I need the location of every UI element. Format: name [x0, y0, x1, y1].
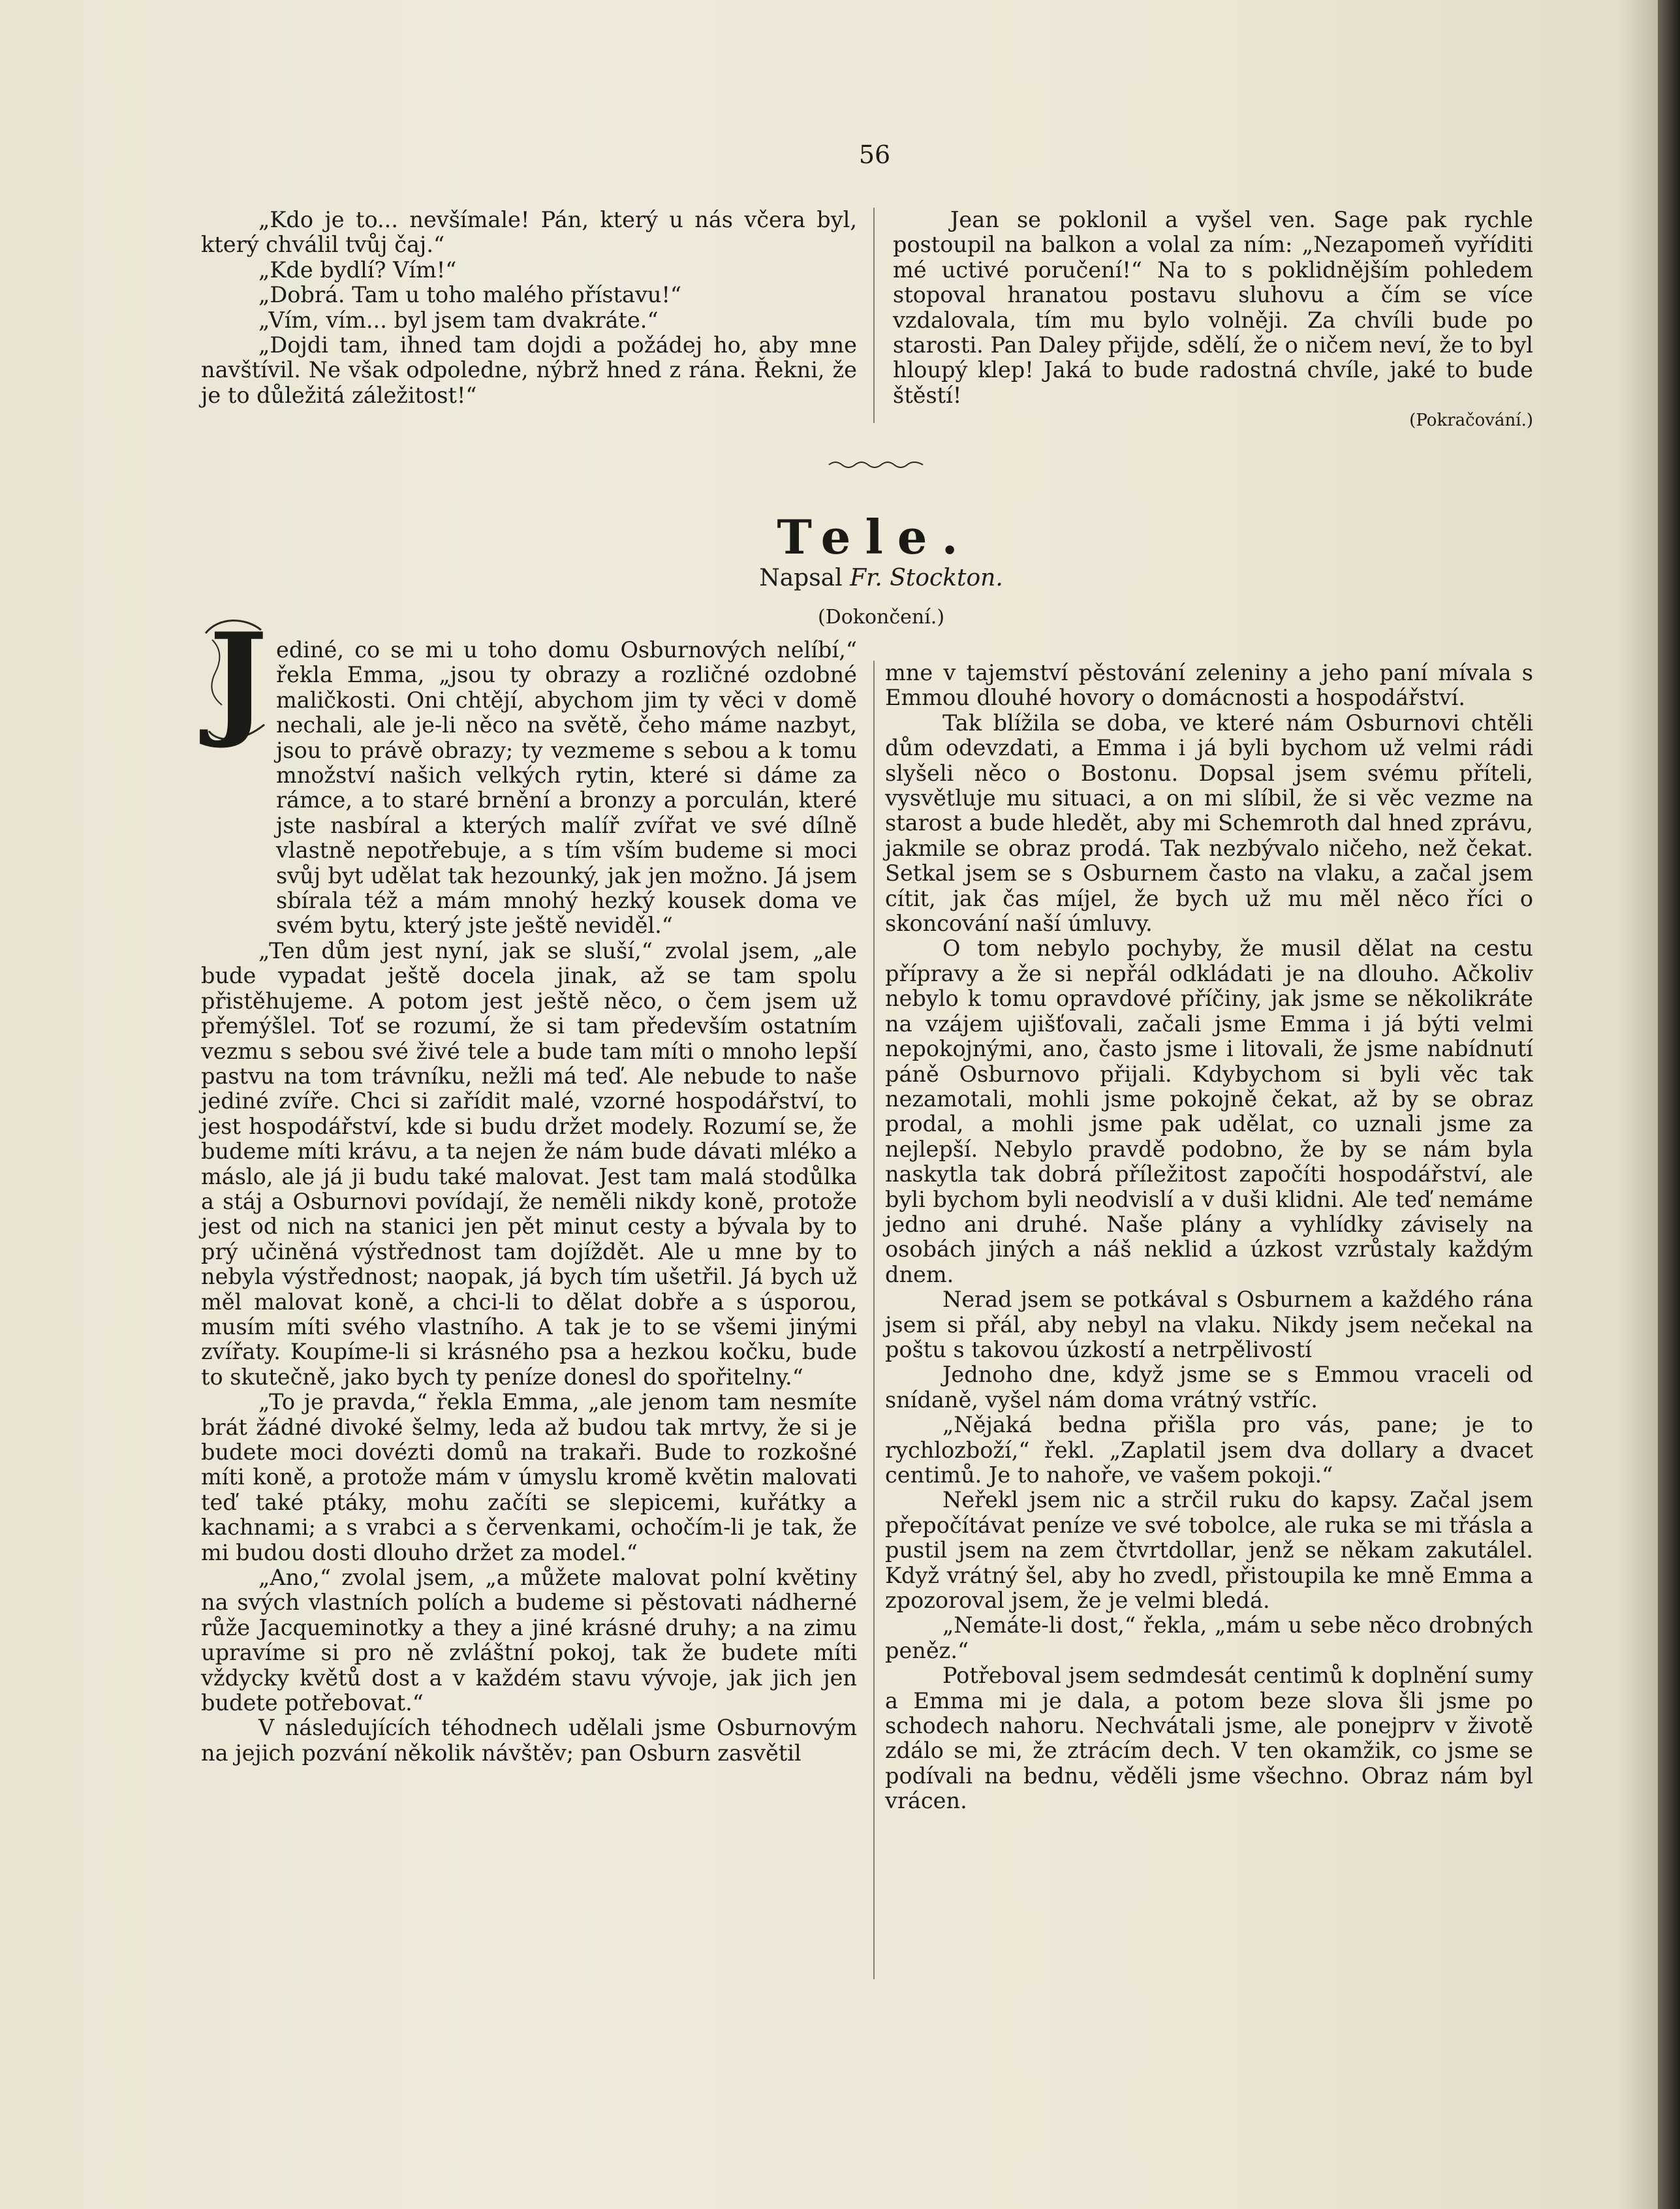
byline-prefix: Napsal: [759, 565, 843, 591]
paragraph: V následujících téhodnech udělali jsme Osburnovým na jejich pozvání několik návštěv; pan Osburn zasvětil: [201, 1715, 857, 1766]
paragraph: „Kdo je to... nevšímale! Pán, který u nás včera byl, který chválil tvůj čaj.“: [201, 207, 857, 258]
paragraph: O tom nebylo pochyby, že musil dělat na cestu přípravy a že si nepřál odkládati je na dlouho. Ačkoliv nebylo k tomu opravdové příčiny, jak jsme se několikráte na vzájem ujišťovali, začali jsme Emma i já býti velmi nepokojnými, ano, často jsme i litovali, že jsme nabídnutí páně Osburnovo přijali. Kdybychom si byli věc tak nezamotali, mohli jsme pokojně čekat, až by se obraz prodal, a mohli jsme pak udělat, co uznali jsme za nejlepší. Nebylo pravdě podobno, že by se nám byla naskytla tak dobrá příležitost započíti hospodářství, ale byli bychom byli neodvislí a v duši klidni. Ale teď nemáme jedno ani druhé. Naše plány a vyhlídky závisely na osobách jiných a náš neklid a úzkost vzrůstaly každým dnem.: [885, 935, 1533, 1287]
paragraph: Neřekl jsem nic a strčil ruku do kapsy. Začal jsem přepočítávat peníze ve své tobolce, ale ruka se mi třásla a pustil jsem na zem čtvrtdollar, jenž se někam zakutálel. Když vrátný šel, aby ho zvedl, přistoupila ke mně Emma a zpozoroval jsem, že je velmi bledá.: [885, 1487, 1533, 1614]
page-number: 56: [858, 140, 891, 169]
paragraph: „To je pravda,“ řekla Emma, „ale jenom tam nesmíte brát žádné divoké šelmy, leda až budou tak mrtvy, že si je budete moci dovézti domů na trakaři. Bude to rozkošné míti koně, a protože mám v úmyslu kromě květin malovati teď také ptáky, mohu začíti se slepicemi, kuřátky a kachnami; a s vrabci a s červenkami, ochočím-li je tak, že mi budou dosti dlouho držet za model.“: [201, 1389, 857, 1565]
paragraph: ediné, co se mi u toho domu Osburnových nelíbí,“ řekla Emma, „jsou ty obrazy a rozličné ozdobné maličkosti. Oni chtějí, abychom jim ty věci v domě nechali, ale je-li něco na světě, čeho máme nazbyt, jsou to právě obrazy; ty vezmeme s sebou a k tomu množství našich velkých rytin, které si dáme za rámce, a to staré brnění a bronzy a porculán, které jste nasbíral a kterých malíř zvířat ve své dílně vlastně nepotřebuje, a s tím vším budeme si moci svůj byt udělat tak hezounký, jak jen možno. Já jsem sbírala též a mám mnohý hezký kousek doma ve svém bytu, který jste ještě neviděl.“: [276, 637, 857, 939]
column-rule: [873, 661, 875, 1979]
article-left-column: [201, 638, 857, 1766]
book-spine: [1658, 0, 1680, 2209]
previous-story-right-column: [893, 208, 1533, 433]
paragraph: Jean se poklonil a vyšel ven. Sage pak rychle postoupil na balkon a volal za ním: „Nezapomeň vyříditi mé uctivé poručení!“ Na to s poklidnějším pohledem stopoval hranatou postavu sluhovu a čím se více vzdalovala, tím mu bylo volněji. Za chvíli bude po starosti. Pan Daley přijde, sdělí, že o ničem neví, že to byl hloupý klep! Jaká to bude radostná chvíle, jaké to bude štěstí!: [893, 207, 1533, 408]
article-right-column: [885, 661, 1533, 1814]
author-name: Fr. Stockton.: [850, 565, 1003, 591]
paragraph: Potřeboval jsem sedmdesát centimů k doplnění sumy a Emma mi je dala, a potom beze slova šli jsme po schodech nahoru. Nechvátali jsme, ale ponejprv v životě zdálo se mi, že ztrácím dech. V ten okamžik, co jsme se podívali na bednu, věděli jsme všechno. Obraz nám byl vrácen.: [885, 1663, 1533, 1814]
paragraph: Jednoho dne, když jsme se s Emmou vraceli od snídaně, vyšel nám doma vrátný vstříc.: [885, 1362, 1533, 1413]
paragraph: „Kde bydlí? Vím!“: [258, 257, 457, 283]
column-rule: [873, 208, 875, 423]
paragraph: „Dobrá. Tam u toho malého přístavu!“: [258, 282, 682, 308]
article-title: Tele.: [777, 509, 972, 565]
paragraph: „Ano,“ zvolal jsem, „a můžete malovat polní květiny na svých vlastních polích a budeme si pěstovati nádherné růže Jacqueminotky a they a jiné krásné druhy; a na zimu upravíme si pro ně zvláštní pokoj, tak že budete míti vždycky květů dost a v každém stavu vývoje, jak jich jen budete potřebovat.“: [201, 1565, 857, 1716]
paragraph: mne v tajemství pěstování zeleniny a jeho paní mívala s Emmou dlouhé hovory o domácnosti a hospodářství.: [885, 660, 1533, 711]
paragraph: „Nějaká bedna přišla pro vás, pane; je to rychlozboží,“ řekl. „Zaplatil jsem dva dollary a dvacet centimů. Je to nahoře, ve vašem pokoji.“: [885, 1412, 1533, 1488]
ornamental-divider: [828, 457, 926, 470]
article-byline: [653, 565, 1110, 591]
paragraph: Tak blížila se doba, ve které nám Osburnovi chtěli dům odevzdati, a Emma i já byli bychom už velmi rádi slyšeli něco o Bostonu. Dopsal jsem svému příteli, vysvětluje mu situaci, a on mi slíbil, že si věc vezme na starost a bude hledět, aby mi Schemroth dal hned zprávu, jakmile se obraz prodá. Tak nezbývalo ničeho, než čekat. Setkal jsem se s Osburnem často na vlaku, a začal jsem cítit, jak čas míjel, že bych už mu měl něco říci o skoncování naší úmluvy.: [885, 710, 1533, 937]
drop-cap-letter: J: [209, 606, 268, 751]
paragraph: Nerad jsem se potkával s Osburnem a každého rána jsem si přál, aby nebyl na vlaku. Nikdy jsem nečekal na poštu s takovou úzkostí a netrpělivostí: [885, 1287, 1533, 1362]
paragraph: „Vím, vím... byl jsem tam dvakráte.“: [258, 307, 659, 333]
continuation-note: (Dokončení.): [817, 606, 945, 629]
spine-shadow: [1619, 0, 1658, 2209]
previous-story-left-column: [201, 208, 857, 408]
continued-note: (Pokračování.): [1409, 411, 1533, 431]
paragraph: „Dojdi tam, ihned tam dojdi a požádej ho, aby mne navštívil. Ne však odpoledne, nýbrž hned z rána. Řekni, že je to důležitá záležitost!“: [201, 332, 857, 408]
paragraph: „Ten dům jest nyní, jak se sluší,“ zvolal jsem, „ale bude vypadat ještě docela jinak, až se tam spolu přistěhujeme. A potom jest ještě něco, o čem jsem už přemýšlel. Toť se rozumí, že si tam především ostatním vezmu s sebou své živé tele a bude tam míti o mnoho lepší pastvu na tom trávníku, nežli má teď. Ale nebude to naše jediné zvíře. Chci si zařídit malé, vzorné hospodářství, to jest hospodářství, kde si budu držet modely. Rozumí se, že budeme míti krávu, a ta nejen že nám bude dávati mléko a máslo, ale já ji budu také malovat. Jest tam malá stodůlka a stáj a Osburnovi povídají, že neměli nikdy koně, protože jest od nich na stanici jen pět minut cesty a bývala by to prý učiněná výstřednost tam dojíždět. Ale u mne by to nebyla výstřednost; naopak, já bych tím ušetřil. Já bych už měl malovat koně, a chci-li to dělat dobře a s úsporou, musím míti svého vlastního. A tak je to se všemi jinými zvířaty. Koupíme-li si krásného psa a hezkou kočku, bude to skutečně, jako bych ty peníze donesl do spořitelny.“: [201, 937, 857, 1390]
paragraph: „Nemáte-li dost,“ řekla, „mám u sebe něco drobných peněz.“: [885, 1612, 1533, 1663]
